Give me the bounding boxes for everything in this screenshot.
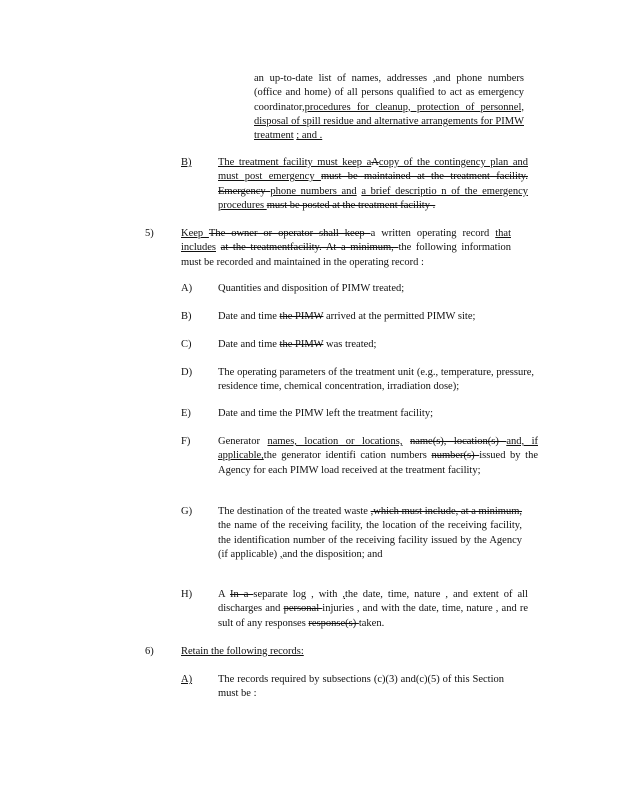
item-5d-text [218,366,534,395]
item-5h-label: H) [181,589,193,600]
text-run: Quantities and disposition of PIMW treated; [218,283,405,294]
item-5b-text [218,310,528,324]
text-run: a written operating record [370,228,496,239]
item-5b-label: B) [181,311,192,322]
item-b-text [218,156,528,213]
item-b-label: B) [181,157,192,168]
inserted-text: , [342,589,345,600]
item-5a-text [218,282,528,296]
section-6-text [181,645,511,659]
struck-text: name(s), location(s) [409,436,507,447]
text-run: the following information must be recorded and maintained in the operating record : [181,242,511,268]
inserted-text: ; and . [296,130,323,142]
item-6a-text [218,673,504,702]
item-5g-text [218,505,522,562]
inserted-text: ,procedures for cleanup, protection of personnel, disposal of spill residue and alternative arrangements for PIMW treatment [254,101,524,142]
item-5d-label: D) [181,367,193,378]
inserted-text: and, if applicable, [218,436,538,462]
inserted-text: Retain the following records: [181,646,304,657]
text-run: The operating parameters of the treatment unit (e.g., temperature, pressure, residence time, chemical concentration, irradiation dose); [218,367,534,393]
inserted-text: phone numbers and [270,185,357,197]
struck-text: The owner or operator shall keep [208,228,371,239]
item-5e-text [218,407,528,421]
item-5f-label: F) [181,436,191,447]
item-6a-label: A) [181,674,193,685]
item-5g-label: G) [181,506,193,517]
item-5c-label: C) [181,339,192,350]
text-run: an up-to-date list of names, addresses ,and phone numbers (office and home) of all persons qualified to act as emergency coordinator [254,73,524,113]
struck-text: ,which must include, at a minimum, [370,506,523,517]
text-run: taken. [358,617,385,629]
text-run [402,436,410,447]
text-run: was treated; [323,339,377,350]
inserted-text: The treatment facility must keep a [218,157,372,168]
text-run: The destination of the treated waste [218,506,371,517]
text-run: issued by the Agency for each PIMW load received at the treatment facility; [218,450,538,476]
text-run: The records required by subsections (c)(3) and(c)(5) of this Section must be : [218,674,504,700]
section-6-number: 6) [145,646,154,657]
text-run: Date and time [218,311,280,322]
text-run: separate log , with [253,589,343,600]
section-5-number: 5) [145,228,154,239]
struck-text: In a [229,589,254,600]
text-run: Date and time the PIMW left the treatment facility; [218,408,433,419]
inserted-text: copy of the contingency plan and must post emergency [218,157,528,183]
text-run: arrived at the permitted PIMW site; [323,311,476,322]
text-run: Generator [218,436,268,447]
struck-text: personal [283,603,323,615]
inserted-text: that includes [181,228,511,254]
text-run: and the disposition; and [282,548,383,560]
struck-text: must be maintained at the treatment facility. Emergency [218,171,528,197]
section-5-text [181,227,511,270]
text-run: injuries , and with the date, time, nature , and re sult of any responses [218,603,528,629]
struck-text: response(s) [308,617,359,629]
struck-text: number(s) [431,450,480,462]
item-5f-text [218,435,538,478]
inserted-text: , [279,548,283,560]
text-run: Date and time [218,339,280,350]
struck-text: A [371,157,379,168]
inserted-text: a brief descriptio n of the emergency procedures [218,185,529,211]
item-5c-text [218,338,528,352]
text-run: the name of the receiving facility, the location of the receiving facility, the identification number of the receiving facility issued by the Agency (if applicable) [218,520,522,560]
text-run: A [218,589,230,600]
struck-text: the PIMW [279,311,324,322]
struck-text: at the treatmentfacility. At a minimum, [220,242,399,254]
text-run: the generator identifi cation numbers [263,450,432,462]
struck-text: must be posted at the treatment facility . [266,199,436,211]
intro-paragraph [254,72,524,143]
inserted-text: names, location or locations, [267,436,403,447]
text-run: the date, time, nature , and extent of all discharges and [218,589,528,615]
inserted-text: Keep [181,228,209,239]
item-5a-label: A) [181,283,193,294]
item-5e-label: E) [181,408,191,419]
struck-text: the PIMW [279,339,324,350]
item-5h-text [218,588,528,631]
